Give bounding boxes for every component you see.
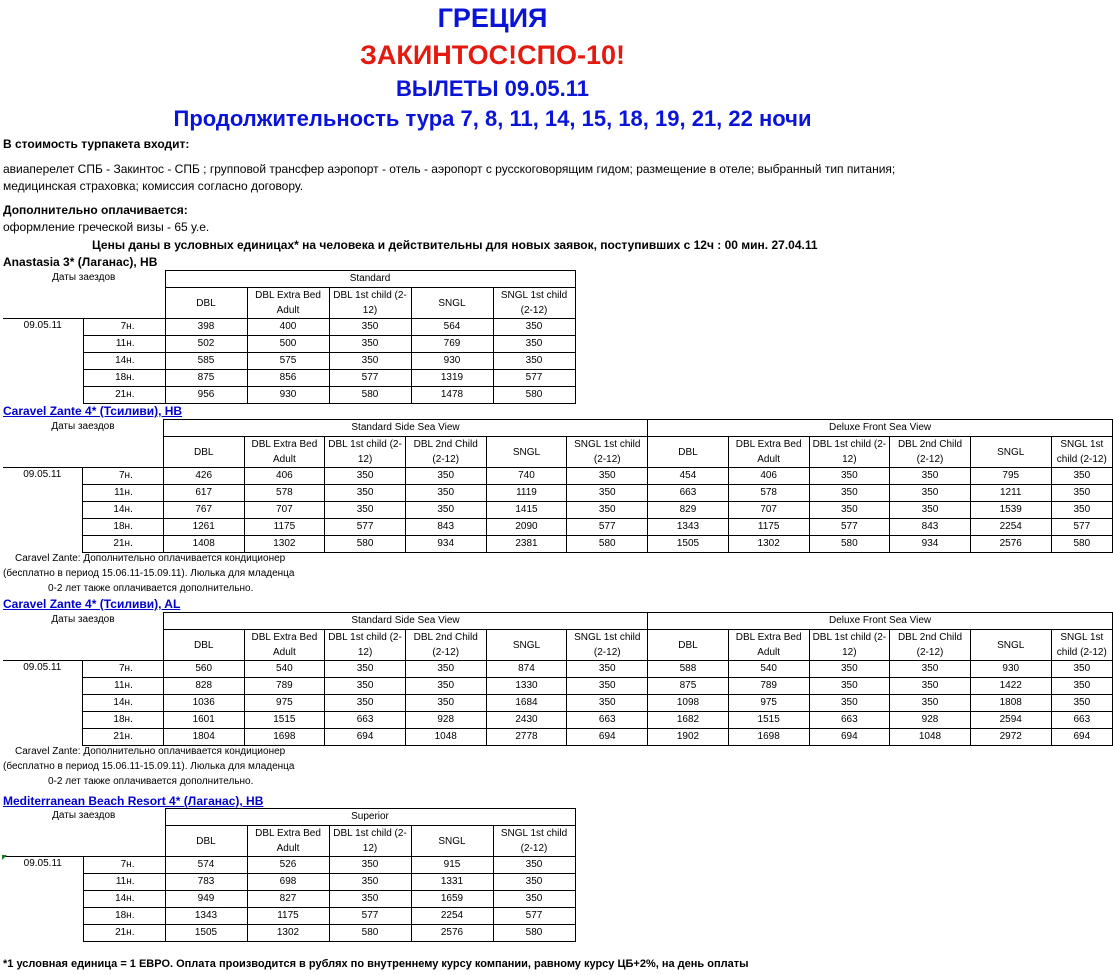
column-header: DBL 2nd Child (2-12) [890, 437, 971, 468]
price-cell: 1422 [970, 678, 1051, 695]
nights-cell: 14н. [82, 502, 163, 519]
price-cell: 975 [728, 695, 809, 712]
price-cell: 1698 [728, 729, 809, 746]
price-cell: 928 [890, 712, 971, 729]
price-cell: 577 [325, 519, 406, 536]
price-cell: 350 [325, 661, 406, 678]
price-cell: 350 [493, 319, 575, 336]
price-cell: 767 [163, 502, 244, 519]
price-cell: 2254 [970, 519, 1051, 536]
date-cell: 09.05.11 [3, 661, 82, 746]
price-cell: 350 [493, 891, 575, 908]
column-header: SNGL 1st child (2-12) [1051, 437, 1112, 468]
column-header: DBL Extra Bed Adult [728, 437, 809, 468]
table-row [3, 519, 1113, 536]
price-cell: 1505 [165, 925, 247, 942]
price-cell: 1302 [247, 925, 329, 942]
nights-cell: 7н. [83, 857, 165, 874]
table-row [3, 908, 575, 925]
price-cell: 580 [1051, 536, 1112, 553]
price-cell: 1048 [405, 729, 486, 746]
table-row [3, 857, 575, 874]
room-category-header: Deluxe Front Sea View [648, 613, 1113, 630]
price-cell: 400 [247, 319, 329, 336]
price-cell: 350 [493, 874, 575, 891]
caravel-hb-note-3: 0-2 лет также оплачивается дополнительно. [48, 583, 254, 594]
price-cell: 769 [411, 336, 493, 353]
price-cell: 828 [163, 678, 244, 695]
price-cell: 617 [163, 485, 244, 502]
price-cell: 2972 [970, 729, 1051, 746]
table-row [3, 729, 1113, 746]
price-cell: 350 [567, 678, 648, 695]
table-row [3, 712, 1113, 729]
nights-cell: 7н. [82, 661, 163, 678]
price-cell: 694 [809, 729, 890, 746]
caravel-al-note-1: Caravel Zante: Дополнительно оплачивается кондиционер [15, 746, 286, 757]
price-cell: 350 [329, 891, 411, 908]
column-header: SNGL [486, 630, 567, 661]
price-cell: 1098 [648, 695, 729, 712]
prices-note: Цены даны в условных единицах* на человека и действительны для новых заявок, поступивших с 12ч : 00 мин. 27.04.11 [92, 238, 818, 252]
price-cell: 2576 [411, 925, 493, 942]
price-cell: 1048 [890, 729, 971, 746]
price-cell: 2254 [411, 908, 493, 925]
price-cell: 1175 [247, 908, 329, 925]
table-row [3, 874, 575, 891]
caravel-hb-note-2: (бесплатно в период 15.06.11-15.09.11). Люлька для младенца [3, 568, 295, 579]
price-cell: 1808 [970, 695, 1051, 712]
price-cell: 350 [567, 485, 648, 502]
column-header: SNGL 1st child (2-12) [1051, 630, 1112, 661]
room-category-header: Superior [165, 809, 575, 826]
price-cell: 574 [165, 857, 247, 874]
price-cell: 350 [1051, 468, 1112, 485]
price-cell: 350 [567, 468, 648, 485]
price-cell: 350 [890, 661, 971, 678]
price-cell: 350 [809, 468, 890, 485]
price-cell: 350 [325, 468, 406, 485]
column-header: DBL 2nd Child (2-12) [405, 630, 486, 661]
price-cell: 934 [890, 536, 971, 553]
price-cell: 577 [493, 370, 575, 387]
price-cell: 350 [329, 874, 411, 891]
table-row [3, 502, 1113, 519]
dates-header: Даты заездов [3, 271, 165, 319]
price-cell: 930 [970, 661, 1051, 678]
price-cell: 2778 [486, 729, 567, 746]
date-cell: 09.05.11 [3, 319, 83, 404]
price-cell: 588 [648, 661, 729, 678]
extra-title: Дополнительно оплачивается: [3, 203, 188, 217]
price-cell: 350 [329, 336, 411, 353]
price-cell: 694 [567, 729, 648, 746]
price-cell: 1659 [411, 891, 493, 908]
price-cell: 502 [165, 336, 247, 353]
price-cell: 1119 [486, 485, 567, 502]
column-header: DBL [165, 826, 247, 857]
price-cell: 1804 [163, 729, 244, 746]
price-cell: 350 [325, 485, 406, 502]
price-cell: 350 [1051, 485, 1112, 502]
column-header: SNGL 1st child (2-12) [567, 630, 648, 661]
price-cell: 789 [728, 678, 809, 695]
column-header: DBL Extra Bed Adult [247, 288, 329, 319]
price-cell: 1330 [486, 678, 567, 695]
nights-cell: 21н. [82, 536, 163, 553]
price-cell: 350 [809, 695, 890, 712]
nights-cell: 18н. [82, 712, 163, 729]
nights-cell: 14н. [83, 891, 165, 908]
price-cell: 707 [244, 502, 325, 519]
price-cell: 350 [1051, 661, 1112, 678]
price-cell: 350 [567, 502, 648, 519]
cell-comment-marker [2, 855, 7, 860]
price-cell: 580 [567, 536, 648, 553]
price-cell: 707 [728, 502, 809, 519]
column-header: DBL [648, 437, 729, 468]
price-cell: 350 [890, 485, 971, 502]
price-cell: 398 [165, 319, 247, 336]
title-duration: Продолжительность тура 7, 8, 11, 14, 15, 18, 19, 21, 22 ночи [173, 106, 812, 131]
price-cell: 663 [648, 485, 729, 502]
price-cell: 577 [809, 519, 890, 536]
price-cell: 350 [890, 695, 971, 712]
column-header: DBL 1st child (2-12) [809, 630, 890, 661]
nights-cell: 21н. [83, 387, 165, 404]
price-cell: 577 [567, 519, 648, 536]
table-row [3, 891, 575, 908]
price-cell: 1684 [486, 695, 567, 712]
caravel-al-note-2: (бесплатно в период 15.06.11-15.09.11). Люлька для младенца [3, 761, 295, 772]
column-header: DBL 2nd Child (2-12) [405, 437, 486, 468]
price-cell: 875 [648, 678, 729, 695]
price-cell: 698 [247, 874, 329, 891]
price-cell: 580 [329, 387, 411, 404]
price-cell: 875 [165, 370, 247, 387]
title-country: ГРЕЦИЯ [437, 3, 548, 33]
table-row [3, 319, 575, 336]
room-category-header: Standard [165, 271, 575, 288]
price-cell: 2430 [486, 712, 567, 729]
room-category-header: Standard Side Sea View [163, 420, 647, 437]
column-header: DBL 2nd Child (2-12) [890, 630, 971, 661]
included-line-2: медицинская страховка; комиссия согласно договору. [3, 179, 304, 193]
price-cell: 1902 [648, 729, 729, 746]
price-cell: 454 [648, 468, 729, 485]
price-cell: 350 [329, 857, 411, 874]
nights-cell: 18н. [82, 519, 163, 536]
price-cell: 934 [405, 536, 486, 553]
room-category-header: Standard Side Sea View [163, 613, 647, 630]
price-cell: 1698 [244, 729, 325, 746]
column-header: SNGL [411, 826, 493, 857]
price-cell: 874 [486, 661, 567, 678]
nights-cell: 14н. [83, 353, 165, 370]
price-cell: 577 [1051, 519, 1112, 536]
table-row [3, 387, 575, 404]
column-header: DBL 1st child (2-12) [809, 437, 890, 468]
nights-cell: 11н. [83, 336, 165, 353]
hotel-link-mediterranean[interactable]: Mediterranean Beach Resort 4* (Лаганас), HB [3, 794, 264, 808]
price-cell: 694 [325, 729, 406, 746]
price-cell: 663 [567, 712, 648, 729]
price-cell: 406 [728, 468, 809, 485]
price-cell: 856 [247, 370, 329, 387]
price-cell: 580 [493, 387, 575, 404]
price-cell: 1408 [163, 536, 244, 553]
price-cell: 350 [325, 678, 406, 695]
caravel-hb-note-1: Caravel Zante: Дополнительно оплачивается кондиционер [15, 553, 286, 564]
price-cell: 578 [728, 485, 809, 502]
column-header: DBL 1st child (2-12) [325, 630, 406, 661]
column-header: SNGL [970, 437, 1051, 468]
price-cell: 795 [970, 468, 1051, 485]
price-cell: 1175 [244, 519, 325, 536]
nights-cell: 7н. [82, 468, 163, 485]
price-cell: 350 [493, 353, 575, 370]
price-cell: 350 [405, 695, 486, 712]
price-cell: 500 [247, 336, 329, 353]
column-header: SNGL [970, 630, 1051, 661]
price-cell: 2594 [970, 712, 1051, 729]
price-cell: 2381 [486, 536, 567, 553]
nights-cell: 18н. [83, 908, 165, 925]
column-header: SNGL [486, 437, 567, 468]
table-row [3, 925, 575, 942]
column-header: DBL Extra Bed Adult [247, 826, 329, 857]
price-cell: 930 [411, 353, 493, 370]
price-cell: 350 [567, 695, 648, 712]
price-cell: 783 [165, 874, 247, 891]
nights-cell: 14н. [82, 695, 163, 712]
nights-cell: 11н. [82, 485, 163, 502]
table-row [3, 485, 1113, 502]
table-row [3, 678, 1113, 695]
price-cell: 350 [1051, 695, 1112, 712]
price-cell: 829 [648, 502, 729, 519]
included-line-1: авиаперелет СПБ - Закинтос - СПБ ; групповой трансфер аэропорт - отель - аэропорт с русскоговорящим гидом; размещение в отеле; выбранный тип питания; [3, 162, 896, 176]
price-cell: 526 [247, 857, 329, 874]
nights-cell: 21н. [82, 729, 163, 746]
column-header: DBL Extra Bed Adult [728, 630, 809, 661]
table-row [3, 336, 575, 353]
price-cell: 1515 [728, 712, 809, 729]
price-cell: 350 [405, 468, 486, 485]
nights-cell: 18н. [83, 370, 165, 387]
table-row [3, 468, 1113, 485]
price-cell: 350 [890, 502, 971, 519]
extra-line-1: оформление греческой визы - 65 у.е. [3, 220, 210, 234]
nights-cell: 7н. [83, 319, 165, 336]
price-cell: 540 [244, 661, 325, 678]
column-header: SNGL [411, 288, 493, 319]
price-cell: 577 [329, 370, 411, 387]
footer-note: *1 условная единица = 1 ЕВРО. Оплата производится в рублях по внутреннему курсу компании, равному курсу ЦБ+2%, на день оплаты [3, 958, 749, 970]
price-cell: 350 [1051, 502, 1112, 519]
price-cell: 663 [1051, 712, 1112, 729]
price-cell: 928 [405, 712, 486, 729]
price-cell: 350 [405, 678, 486, 695]
price-cell: 350 [493, 336, 575, 353]
column-header: DBL [163, 630, 244, 661]
price-cell: 350 [325, 695, 406, 712]
table-row [3, 536, 1113, 553]
price-cell: 1343 [165, 908, 247, 925]
column-header: SNGL 1st child (2-12) [567, 437, 648, 468]
price-cell: 350 [405, 485, 486, 502]
price-cell: 577 [329, 908, 411, 925]
room-category-header: Deluxe Front Sea View [648, 420, 1113, 437]
price-cell: 578 [244, 485, 325, 502]
price-cell: 350 [809, 485, 890, 502]
price-cell: 1036 [163, 695, 244, 712]
price-cell: 350 [890, 468, 971, 485]
price-cell: 350 [890, 678, 971, 695]
column-header: SNGL 1st child (2-12) [493, 826, 575, 857]
price-cell: 585 [165, 353, 247, 370]
price-cell: 350 [405, 502, 486, 519]
price-cell: 949 [165, 891, 247, 908]
price-cell: 580 [325, 536, 406, 553]
column-header: SNGL 1st child (2-12) [493, 288, 575, 319]
price-cell: 1175 [728, 519, 809, 536]
column-header: DBL [165, 288, 247, 319]
price-cell: 580 [329, 925, 411, 942]
price-cell: 663 [809, 712, 890, 729]
dates-header: Даты заездов [3, 809, 165, 857]
table-row [3, 353, 575, 370]
price-cell: 406 [244, 468, 325, 485]
price-cell: 2090 [486, 519, 567, 536]
hotel-link-caravel-hb[interactable]: Caravel Zante 4* (Тсиливи), HB [3, 404, 183, 418]
column-header: DBL [163, 437, 244, 468]
date-cell: 09.05.11 [3, 468, 82, 553]
price-cell: 1331 [411, 874, 493, 891]
column-header: DBL 1st child (2-12) [329, 288, 411, 319]
price-cell: 580 [809, 536, 890, 553]
price-cell: 956 [165, 387, 247, 404]
price-cell: 350 [809, 661, 890, 678]
hotel-name-anastasia: Anastasia 3* (Лаганас), HB [3, 255, 158, 269]
column-header: DBL [648, 630, 729, 661]
nights-cell: 21н. [83, 925, 165, 942]
price-cell: 915 [411, 857, 493, 874]
price-cell: 350 [405, 661, 486, 678]
price-cell: 1343 [648, 519, 729, 536]
price-cell: 1682 [648, 712, 729, 729]
price-cell: 1515 [244, 712, 325, 729]
price-cell: 740 [486, 468, 567, 485]
price-cell: 564 [411, 319, 493, 336]
date-cell: 09.05.11 [3, 857, 83, 942]
price-cell: 930 [247, 387, 329, 404]
price-cell: 1601 [163, 712, 244, 729]
price-cell: 1505 [648, 536, 729, 553]
price-cell: 1415 [486, 502, 567, 519]
table-row [3, 661, 1113, 678]
price-cell: 350 [809, 678, 890, 695]
price-cell: 575 [247, 353, 329, 370]
price-cell: 789 [244, 678, 325, 695]
price-cell: 350 [329, 353, 411, 370]
title-departures: ВЫЛЕТЫ 09.05.11 [395, 76, 590, 101]
column-header: DBL 1st child (2-12) [325, 437, 406, 468]
price-cell: 843 [405, 519, 486, 536]
price-cell: 975 [244, 695, 325, 712]
price-cell: 1319 [411, 370, 493, 387]
price-cell: 1211 [970, 485, 1051, 502]
included-title: В стоимость турпакета входит: [3, 137, 190, 151]
price-cell: 843 [890, 519, 971, 536]
column-header: DBL 1st child (2-12) [329, 826, 411, 857]
price-cell: 350 [567, 661, 648, 678]
price-cell: 1539 [970, 502, 1051, 519]
price-cell: 350 [325, 502, 406, 519]
dates-header: Даты заездов [3, 613, 163, 661]
price-cell: 694 [1051, 729, 1112, 746]
dates-header: Даты заездов [3, 420, 163, 468]
price-cell: 1478 [411, 387, 493, 404]
hotel-link-caravel-al[interactable]: Caravel Zante 4* (Тсиливи), AL [3, 597, 181, 611]
price-cell: 577 [493, 908, 575, 925]
price-cell: 350 [329, 319, 411, 336]
price-cell: 2576 [970, 536, 1051, 553]
price-cell: 350 [1051, 678, 1112, 695]
column-header: DBL Extra Bed Adult [244, 630, 325, 661]
title-offer: ЗАКИНТОС!СПО-10! [359, 40, 626, 70]
nights-cell: 11н. [82, 678, 163, 695]
price-cell: 1261 [163, 519, 244, 536]
price-cell: 560 [163, 661, 244, 678]
price-cell: 580 [493, 925, 575, 942]
column-header: DBL Extra Bed Adult [244, 437, 325, 468]
price-cell: 350 [809, 502, 890, 519]
price-cell: 540 [728, 661, 809, 678]
table-row [3, 695, 1113, 712]
price-cell: 663 [325, 712, 406, 729]
caravel-al-note-3: 0-2 лет также оплачивается дополнительно. [48, 776, 254, 787]
price-cell: 1302 [728, 536, 809, 553]
price-cell: 350 [493, 857, 575, 874]
table-row [3, 370, 575, 387]
price-cell: 1302 [244, 536, 325, 553]
price-cell: 827 [247, 891, 329, 908]
price-cell: 426 [163, 468, 244, 485]
nights-cell: 11н. [83, 874, 165, 891]
